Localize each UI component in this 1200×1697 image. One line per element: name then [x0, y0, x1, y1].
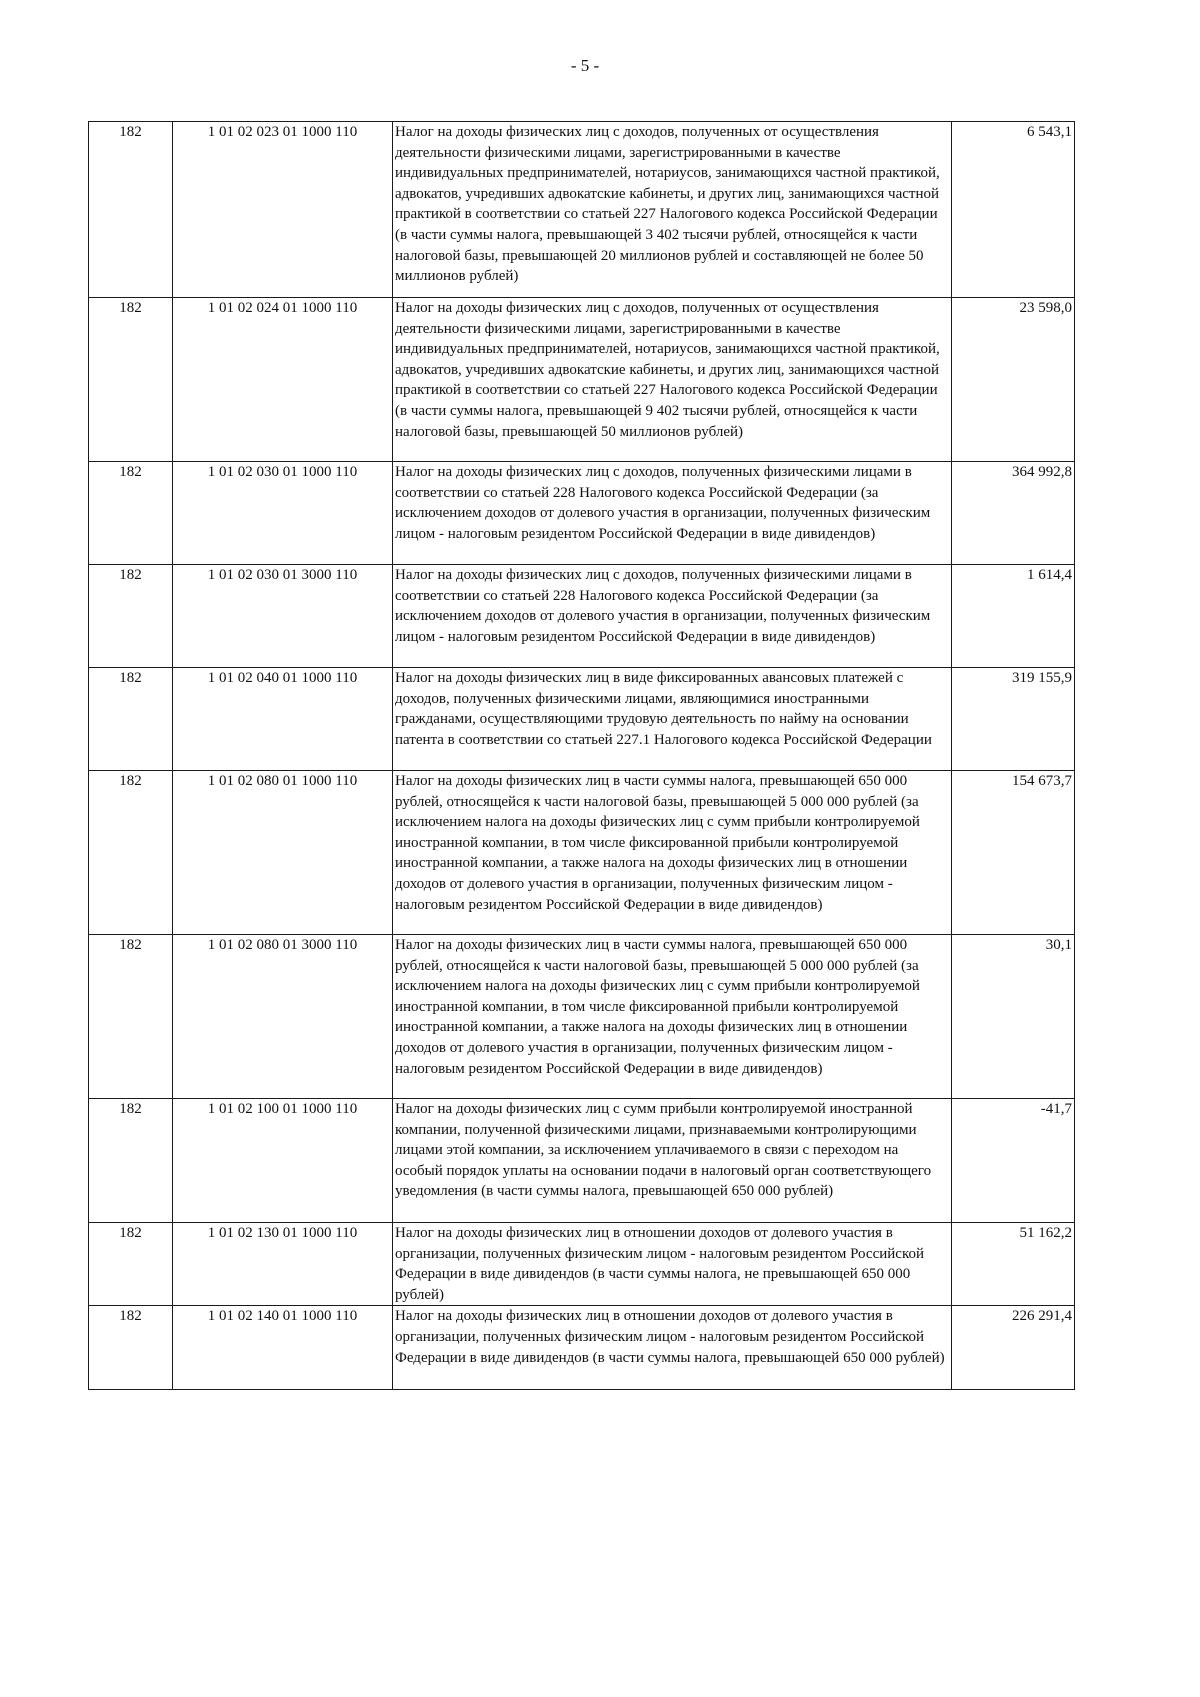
- revenue-table: [88, 121, 1075, 1390]
- page-number: - 5 -: [570, 56, 600, 75]
- revenue-name-cell: Налог на доходы физических лиц в части суммы налога, превышающей 650 000 рублей, относящейся к части налоговой базы, превышающей 5 000 000 рублей (за исключением налога на доходы физических лиц с сумм прибыли контролируемой иностранной компании, в том числе фиксированной прибыли контролируемой иностранной компании, а также налога на доходы физических лиц в отношении доходов от долевого участия в организации, полученных физическим лицом - налоговым резидентом Российской Федерации в виде дивидендов): [393, 935, 952, 1099]
- revenue-name-cell: Налог на доходы физических лиц с доходов, полученных физическими лицами в соответствии со статьей 228 Налогового кодекса Российской Федерации (за исключением доходов от долевого участия в организации, полученных физическим лицом - налоговым резидентом Российской Федерации в виде дивидендов): [393, 565, 952, 668]
- amount-cell: 319 155,9: [952, 668, 1075, 771]
- admin-code-cell: 182: [89, 668, 173, 771]
- amount-cell: 23 598,0: [952, 298, 1075, 462]
- table-row: [89, 668, 1075, 771]
- amount-cell: 51 162,2: [952, 1223, 1075, 1306]
- budget-code-cell: 1 01 02 080 01 3000 110: [173, 935, 393, 1099]
- revenue-name-cell: Налог на доходы физических лиц в отношении доходов от долевого участия в организации, полученных физическим лицом - налоговым резидентом Российской Федерации в виде дивидендов (в части суммы налога, не превышающей 650 000 рублей): [393, 1223, 952, 1306]
- amount-cell: -41,7: [952, 1099, 1075, 1223]
- amount-cell: 6 543,1: [952, 122, 1075, 298]
- admin-code-cell: 182: [89, 122, 173, 298]
- amount-cell: 30,1: [952, 935, 1075, 1099]
- table-row: [89, 1306, 1075, 1390]
- budget-code-cell: 1 01 02 030 01 3000 110: [173, 565, 393, 668]
- revenue-name-cell: Налог на доходы физических лиц с сумм прибыли контролируемой иностранной компании, полученной физическими лицами, признаваемыми контролирующими лицами этой компании, за исключением уплачиваемого в связи с переходом на особый порядок уплаты на основании подачи в налоговый орган соответствующего уведомления (в части суммы налога, превышающей 650 000 рублей): [393, 1099, 952, 1223]
- admin-code-cell: 182: [89, 935, 173, 1099]
- budget-code-cell: 1 01 02 023 01 1000 110: [173, 122, 393, 298]
- budget-code-cell: 1 01 02 100 01 1000 110: [173, 1099, 393, 1223]
- table-row: [89, 1099, 1075, 1223]
- amount-cell: 364 992,8: [952, 462, 1075, 565]
- revenue-name-cell: Налог на доходы физических лиц в отношении доходов от долевого участия в организации, полученных физическим лицом - налоговым резидентом Российской Федерации в виде дивидендов (в части суммы налога, превышающей 650 000 рублей): [393, 1306, 952, 1390]
- budget-code-cell: 1 01 02 030 01 1000 110: [173, 462, 393, 565]
- admin-code-cell: 182: [89, 771, 173, 935]
- admin-code-cell: 182: [89, 565, 173, 668]
- revenue-name-cell: Налог на доходы физических лиц в виде фиксированных авансовых платежей с доходов, полученных физическими лицами, являющимися иностранными гражданами, осуществляющими трудовую деятельность по найму на основании патента в соответствии со статьей 227.1 Налогового кодекса Российской Федерации: [393, 668, 952, 771]
- budget-code-cell: 1 01 02 040 01 1000 110: [173, 668, 393, 771]
- amount-cell: 154 673,7: [952, 771, 1075, 935]
- admin-code-cell: 182: [89, 462, 173, 565]
- table-row: [89, 122, 1075, 298]
- admin-code-cell: 182: [89, 1306, 173, 1390]
- revenue-name-cell: Налог на доходы физических лиц с доходов, полученных физическими лицами в соответствии со статьей 228 Налогового кодекса Российской Федерации (за исключением доходов от долевого участия в организации, полученных физическим лицом - налоговым резидентом Российской Федерации в виде дивидендов): [393, 462, 952, 565]
- budget-code-cell: 1 01 02 130 01 1000 110: [173, 1223, 393, 1306]
- table-row: [89, 1223, 1075, 1306]
- table-row: [89, 935, 1075, 1099]
- table-row: [89, 462, 1075, 565]
- table-body: [89, 122, 1075, 1390]
- table-row: [89, 771, 1075, 935]
- table-row: [89, 565, 1075, 668]
- admin-code-cell: 182: [89, 298, 173, 462]
- budget-code-cell: 1 01 02 080 01 1000 110: [173, 771, 393, 935]
- revenue-name-cell: Налог на доходы физических лиц с доходов, полученных от осуществления деятельности физическими лицами, зарегистрированными в качестве индивидуальных предпринимателей, нотариусов, занимающихся частной практикой, адвокатов, учредивших адвокатские кабинеты, и других лиц, занимающихся частной практикой в соответствии со статьей 227 Налогового кодекса Российской Федерации (в части суммы налога, превышающей 9 402 тысячи рублей, относящейся к части налоговой базы, превышающей 50 миллионов рублей): [393, 298, 952, 462]
- budget-code-cell: 1 01 02 024 01 1000 110: [173, 298, 393, 462]
- revenue-name-cell: Налог на доходы физических лиц с доходов, полученных от осуществления деятельности физическими лицами, зарегистрированными в качестве индивидуальных предпринимателей, нотариусов, занимающихся частной практикой, адвокатов, учредивших адвокатские кабинеты, и других лиц, занимающихся частной практикой в соответствии со статьей 227 Налогового кодекса Российской Федерации (в части суммы налога, превышающей 3 402 тысячи рублей, относящейся к части налоговой базы, превышающей 20 миллионов рублей и составляющей не более 50 миллионов рублей): [393, 122, 952, 298]
- revenue-name-cell: Налог на доходы физических лиц в части суммы налога, превышающей 650 000 рублей, относящейся к части налоговой базы, превышающей 5 000 000 рублей (за исключением налога на доходы физических лиц с сумм прибыли контролируемой иностранной компании, в том числе фиксированной прибыли контролируемой иностранной компании, а также налога на доходы физических лиц в отношении доходов от долевого участия в организации, полученных физическим лицом - налоговым резидентом Российской Федерации в виде дивидендов): [393, 771, 952, 935]
- table-row: [89, 298, 1075, 462]
- budget-code-cell: 1 01 02 140 01 1000 110: [173, 1306, 393, 1390]
- admin-code-cell: 182: [89, 1223, 173, 1306]
- amount-cell: 226 291,4: [952, 1306, 1075, 1390]
- admin-code-cell: 182: [89, 1099, 173, 1223]
- amount-cell: 1 614,4: [952, 565, 1075, 668]
